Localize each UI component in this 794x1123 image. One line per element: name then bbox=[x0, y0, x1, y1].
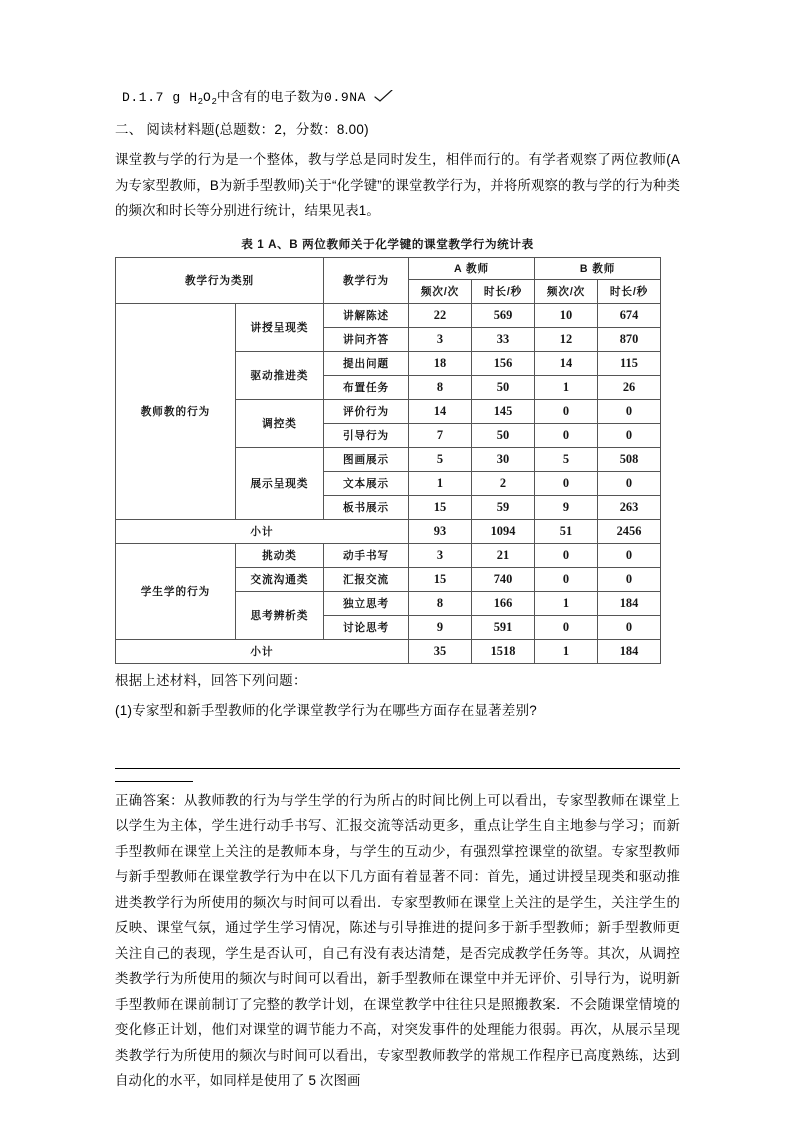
subtotal-a-freq: 35 bbox=[409, 639, 472, 663]
behavior-label: 独立思考 bbox=[324, 591, 409, 615]
cell-a-freq: 15 bbox=[409, 567, 472, 591]
answer-blank-space bbox=[115, 724, 680, 768]
table-body bbox=[116, 303, 661, 663]
section-label: 教师教的行为 bbox=[116, 303, 236, 519]
divider-gap bbox=[115, 769, 680, 781]
cell-a-dur: 156 bbox=[472, 351, 535, 375]
question-1-line: (1)专家型和新手型教师的化学课堂教学行为在哪些方面存在显著差别? bbox=[115, 702, 538, 718]
option-cjk-text: 中含有的电子数为 bbox=[216, 89, 325, 104]
header-a-frequency: 频次/次 bbox=[409, 279, 472, 303]
cell-a-dur: 569 bbox=[472, 303, 535, 327]
cell-b-dur: 508 bbox=[598, 447, 661, 471]
cell-a-freq: 1 bbox=[409, 471, 472, 495]
cell-b-dur: 0 bbox=[598, 543, 661, 567]
cell-b-dur: 0 bbox=[598, 471, 661, 495]
stem-paragraph: 课堂教与学的行为是一个整体，教与学总是同时发生，相伴而行的。有学者观察了两位教师(A为专家型教师，B为新手型教师)关于“化学键”的课堂教学行为，并将所观察的教与学的行为种类的频次和时长等分别进行统计，结果见表1。 bbox=[115, 152, 680, 218]
cell-a-dur: 591 bbox=[472, 615, 535, 639]
cell-b-dur: 0 bbox=[598, 423, 661, 447]
cell-a-freq: 8 bbox=[409, 375, 472, 399]
statistics-table-wrap bbox=[115, 236, 660, 664]
cell-a-dur: 59 bbox=[472, 495, 535, 519]
cell-a-dur: 740 bbox=[472, 567, 535, 591]
group-label: 交流沟通类 bbox=[236, 567, 324, 591]
group-label: 驱动推进类 bbox=[236, 351, 324, 399]
cell-b-freq: 0 bbox=[535, 543, 598, 567]
cell-a-dur: 50 bbox=[472, 375, 535, 399]
cell-b-freq: 10 bbox=[535, 303, 598, 327]
subtotal-label: 小计 bbox=[116, 639, 409, 663]
cell-a-dur: 2 bbox=[472, 471, 535, 495]
header-category: 教学行为类别 bbox=[116, 257, 324, 303]
behavior-label: 板书展示 bbox=[324, 495, 409, 519]
cell-a-dur: 50 bbox=[472, 423, 535, 447]
cell-a-dur: 145 bbox=[472, 399, 535, 423]
table-header bbox=[116, 257, 661, 303]
section-heading: 二、 阅读材料题(总题数：2，分数：8.00) bbox=[115, 122, 369, 137]
table-subtotal-row bbox=[116, 639, 661, 663]
behavior-label: 讨论思考 bbox=[324, 615, 409, 639]
subtotal-b-freq: 1 bbox=[535, 639, 598, 663]
cell-a-freq: 3 bbox=[409, 327, 472, 351]
option-value: 7 g H bbox=[155, 90, 198, 105]
cell-b-freq: 0 bbox=[535, 567, 598, 591]
table-header-row-1 bbox=[116, 257, 661, 279]
behavior-label: 讲解陈述 bbox=[324, 303, 409, 327]
cell-a-dur: 21 bbox=[472, 543, 535, 567]
header-b-duration: 时长/秒 bbox=[598, 279, 661, 303]
header-teacher-a: A 教师 bbox=[409, 257, 535, 279]
behavior-label: 提出问题 bbox=[324, 351, 409, 375]
oxygen-symbol: O bbox=[203, 90, 212, 105]
table-caption: 表 1 A、B 两位教师关于化学键的课堂教学行为统计表 bbox=[241, 237, 534, 251]
header-behavior: 教学行为 bbox=[324, 257, 409, 303]
cell-a-freq: 14 bbox=[409, 399, 472, 423]
cell-a-freq: 7 bbox=[409, 423, 472, 447]
cell-a-freq: 9 bbox=[409, 615, 472, 639]
cell-b-freq: 0 bbox=[535, 471, 598, 495]
group-label: 思考辨析类 bbox=[236, 591, 324, 639]
table-row bbox=[116, 303, 661, 327]
cell-a-dur: 30 bbox=[472, 447, 535, 471]
cell-a-dur: 33 bbox=[472, 327, 535, 351]
subtotal-b-dur: 184 bbox=[598, 639, 661, 663]
subscript-2-first: 2 bbox=[197, 97, 204, 107]
header-a-duration: 时长/秒 bbox=[472, 279, 535, 303]
section-label: 学生学的行为 bbox=[116, 543, 236, 639]
answer-paragraph: 正确答案：从教师教的行为与学生学的行为所占的时间比例上可以看出，专家型教师在课堂上以学生为主体，学生进行动手书写、汇报交流等活动更多，重点让学生自主地参与学习；而新手型教师在课堂上关注的是教师本身，与学生的互动少，有强烈掌控课堂的欲望。专家型教师与新手型教师在课堂教学行为中在以下几方面有着显著不同：首先，通过讲授呈现类和驱动推进类教学行为所使用的频次与时间可以看出．专家型教师在课堂上关注的是学生，关注学生的反映、课堂气氛，通过学生学习情况，陈述与引导推进的提问多于新手型教师；新手型教师更关注自己的表现，学生是否认可，自己有没有表达清楚，是否完成教学任务等。其次，从调控类教学行为所使用的频次与时间可以看出，新手型教师在课堂中并无评价、引导行为，说明新手型教师在课前制订了完整的教学计划，在课堂教学中往往只是照搬教案．不会随课堂情境的变化修正计划，他们对课堂的调节能力不高，对突发事件的处理能力很弱。再次，从展示呈现类教学行为所使用的频次与时间可以看出，专家型教师教学的常规工作程序已高度熟练，达到自动化的水平，如同样是使用了 5 次图画 bbox=[115, 792, 680, 1088]
group-label: 讲授呈现类 bbox=[236, 303, 324, 351]
table-row bbox=[116, 543, 661, 567]
subtotal-b-dur: 2456 bbox=[598, 519, 661, 543]
cell-b-dur: 0 bbox=[598, 615, 661, 639]
divider-short bbox=[115, 781, 193, 782]
cell-b-dur: 870 bbox=[598, 327, 661, 351]
behavior-label: 图画展示 bbox=[324, 447, 409, 471]
cell-a-dur: 166 bbox=[472, 591, 535, 615]
cell-b-freq: 5 bbox=[535, 447, 598, 471]
cell-b-dur: 0 bbox=[598, 399, 661, 423]
subtotal-a-dur: 1518 bbox=[472, 639, 535, 663]
cell-a-freq: 18 bbox=[409, 351, 472, 375]
table-subtotal-row bbox=[116, 519, 661, 543]
subtotal-label: 小计 bbox=[116, 519, 409, 543]
group-label: 展示呈现类 bbox=[236, 447, 324, 519]
cell-a-freq: 22 bbox=[409, 303, 472, 327]
cell-b-freq: 1 bbox=[535, 375, 598, 399]
option-line-d bbox=[115, 86, 680, 113]
cell-b-freq: 14 bbox=[535, 351, 598, 375]
option-prefix: D.1. bbox=[122, 90, 156, 105]
cell-a-freq: 3 bbox=[409, 543, 472, 567]
behavior-label: 评价行为 bbox=[324, 399, 409, 423]
teaching-behavior-table bbox=[115, 257, 661, 664]
check-mark-icon bbox=[374, 88, 394, 100]
group-label: 调控类 bbox=[236, 399, 324, 447]
cell-b-freq: 12 bbox=[535, 327, 598, 351]
cell-b-freq: 0 bbox=[535, 423, 598, 447]
document-content bbox=[115, 86, 680, 1094]
group-label: 挑动类 bbox=[236, 543, 324, 567]
behavior-label: 引导行为 bbox=[324, 423, 409, 447]
subtotal-a-dur: 1094 bbox=[472, 519, 535, 543]
cell-a-freq: 15 bbox=[409, 495, 472, 519]
cell-b-dur: 184 bbox=[598, 591, 661, 615]
cell-b-dur: 26 bbox=[598, 375, 661, 399]
cell-b-dur: 674 bbox=[598, 303, 661, 327]
cell-a-freq: 5 bbox=[409, 447, 472, 471]
cell-b-dur: 0 bbox=[598, 567, 661, 591]
cell-a-freq: 8 bbox=[409, 591, 472, 615]
subscript-2-second: 2 bbox=[211, 97, 217, 107]
subtotal-a-freq: 93 bbox=[409, 519, 472, 543]
cell-b-freq: 1 bbox=[535, 591, 598, 615]
header-teacher-b: B 教师 bbox=[535, 257, 661, 279]
cell-b-freq: 0 bbox=[535, 399, 598, 423]
material-stem-block bbox=[115, 147, 680, 224]
behavior-label: 布置任务 bbox=[324, 375, 409, 399]
subtotal-b-freq: 51 bbox=[535, 519, 598, 543]
cell-b-dur: 263 bbox=[598, 495, 661, 519]
behavior-label: 汇报交流 bbox=[324, 567, 409, 591]
cell-b-dur: 115 bbox=[598, 351, 661, 375]
answer-prompt-line: 根据上述材料，回答下列问题： bbox=[115, 672, 307, 688]
cell-b-freq: 9 bbox=[535, 495, 598, 519]
behavior-label: 讲问齐答 bbox=[324, 327, 409, 351]
header-b-frequency: 频次/次 bbox=[535, 279, 598, 303]
behavior-label: 动手书写 bbox=[324, 543, 409, 567]
behavior-label: 文本展示 bbox=[324, 471, 409, 495]
option-tail: 0.9NA bbox=[324, 90, 367, 105]
cell-b-freq: 0 bbox=[535, 615, 598, 639]
